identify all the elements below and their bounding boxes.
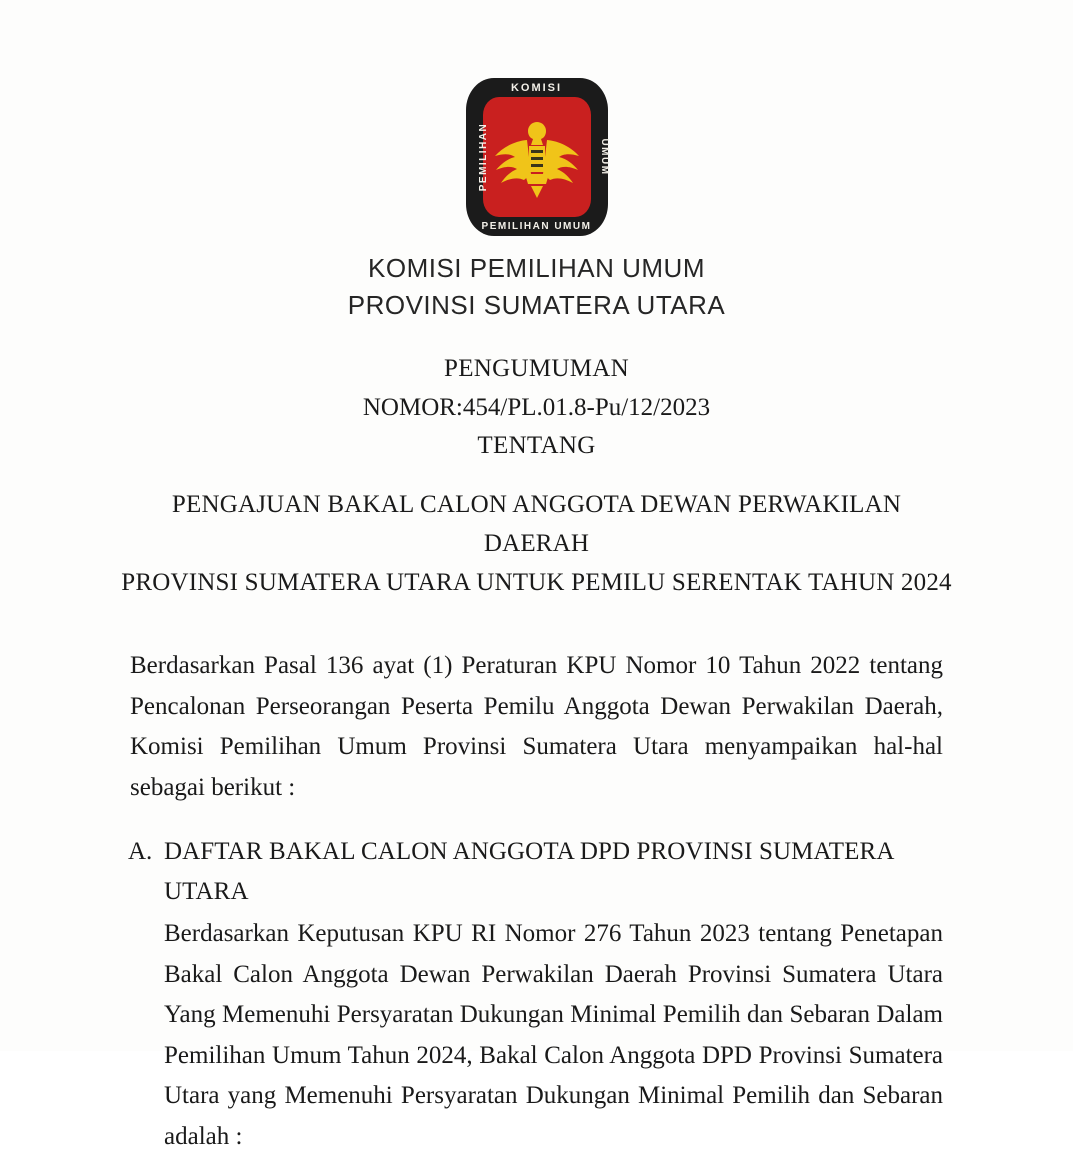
logo-container xyxy=(120,0,953,236)
subject-line-2: PROVINSI SUMATERA UTARA UNTUK PEMILU SERENTAK TAHUN 2024 xyxy=(121,568,952,596)
section-a-paragraph: Berdasarkan Keputusan KPU RI Nomor 276 Tahun 2023 tentang Penetapan Bakal Calon Anggota Dewan Perwakilan Daerah Provinsi Sumatera Utara Yang Memenuhi Persyaratan Dukungan Minimal Pemilih dan Sebaran Dalam Pemilihan Umum Tahun 2024, Bakal Calon Anggota DPD Provinsi Sumatera Utara yang Memenuhi Persyaratan Dukungan Minimal Pemilih dan Sebaran adalah : xyxy=(164,920,943,1150)
institution-line-2: PROVINSI SUMATERA UTARA xyxy=(347,289,726,320)
announcement-number: NOMOR:454/PL.01.8-Pu/12/2023 xyxy=(362,393,711,421)
kpu-logo-icon xyxy=(466,78,611,236)
intro-paragraph: Berdasarkan Pasal 136 ayat (1) Peraturan KPU Nomor 10 Tahun 2022 tentang Pencalonan Perseorangan Peserta Pemilu Anggota Dewan Perwakilan Daerah, Komisi Pemilihan Umum Provinsi Sumatera Utara menyampaikan hal-hal sebagai berikut : xyxy=(130,652,943,801)
section-a-marker: A. xyxy=(128,838,153,866)
section-a xyxy=(120,832,953,1157)
garuda-emblem-icon xyxy=(491,114,583,200)
subject-line-1: PENGAJUAN BAKAL CALON ANGGOTA DEWAN PERWAKILAN DAERAH xyxy=(171,491,902,557)
logo-text-bottom: PEMILIHAN UMUM xyxy=(481,221,592,232)
announcement-subject xyxy=(120,486,953,602)
announcement-header xyxy=(120,350,953,466)
logo-text-right: UMUM xyxy=(599,138,611,176)
announcement-title: PENGUMUMAN xyxy=(444,354,629,382)
announcement-about-label: TENTANG xyxy=(477,432,596,460)
institution-heading xyxy=(120,250,953,324)
section-a-content xyxy=(164,832,943,1157)
logo-text-left: PEMILIHAN xyxy=(477,122,489,192)
institution-line-1: KOMISI PEMILIHAN UMUM xyxy=(368,253,705,283)
logo-text-top: KOMISI xyxy=(510,82,563,94)
section-a-heading: DAFTAR BAKAL CALON ANGGOTA DPD PROVINSI SUMATERA UTARA xyxy=(164,838,894,906)
